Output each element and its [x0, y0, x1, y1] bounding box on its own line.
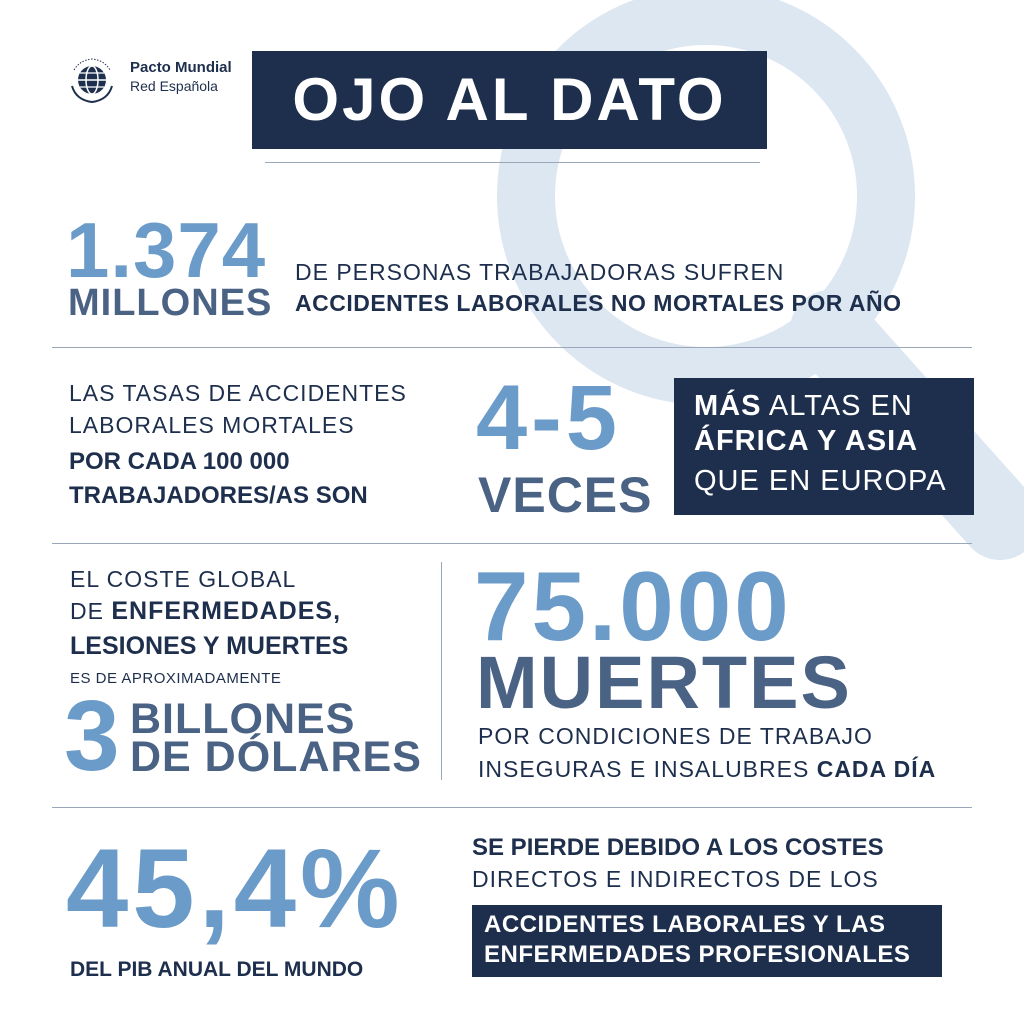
- stat5-text-line1: SE PIERDE DEBIDO A LOS COSTES: [472, 834, 884, 861]
- stat4-number: 75.000: [474, 551, 792, 661]
- stat3-line2-bold: ENFERMEDADES,: [111, 597, 342, 625]
- stat1-text-line2: ACCIDENTES LABORALES NO MORTALES POR AÑO: [295, 290, 902, 316]
- stat2-number: 4-5: [476, 367, 621, 469]
- stat2-text-line1: LAS TASAS DE ACCIDENTES: [69, 380, 407, 406]
- globe-icon: [66, 56, 122, 106]
- stat4-line2-pre: INSEGURAS E INSALUBRES: [478, 756, 817, 782]
- stat5-text-line2: DIRECTOS E INDIRECTOS DE LOS: [472, 866, 879, 892]
- stat2-text-line4: TRABAJADORES/AS SON: [69, 482, 368, 509]
- section-divider-1: [52, 347, 972, 348]
- stat2-text-line2: LABORALES MORTALES: [69, 412, 355, 438]
- stat5-box-line1: ACCIDENTES LABORALES Y LAS: [484, 911, 886, 938]
- stat4-unit: MUERTES: [476, 641, 852, 724]
- stat3-unit-line2: DE DÓLARES: [130, 733, 422, 781]
- stat2-box-line3: QUE EN EUROPA: [694, 465, 947, 497]
- stat4-text-line1: POR CONDICIONES DE TRABAJO: [478, 723, 873, 749]
- header-divider: [265, 162, 760, 163]
- stat4-line2-bold: CADA DÍA: [816, 756, 937, 782]
- stat1-number: 1.374: [66, 206, 267, 294]
- stat2-box-line1: [694, 390, 913, 423]
- logo-name: Pacto Mundial: [130, 59, 232, 76]
- stat3-line2-pre: DE: [70, 598, 112, 624]
- stat3-text-line2: [70, 597, 341, 626]
- stat1-unit: MILLONES: [68, 282, 273, 324]
- stat3-text-line3: LESIONES Y MUERTES: [70, 632, 349, 660]
- stat2-box-line2: ÁFRICA Y ASIA: [694, 425, 919, 457]
- stat2-unit: VECES: [478, 467, 653, 523]
- stat5-number: 45,4%: [66, 826, 404, 951]
- stat5-box-line2: ENFERMEDADES PROFESIONALES: [484, 941, 911, 968]
- vertical-divider: [441, 562, 442, 780]
- section-divider-3: [52, 807, 972, 808]
- stat3-unit-line1: BILLONES: [130, 695, 356, 743]
- stat2-box-rest: ALTAS EN: [761, 390, 913, 422]
- page-title: OJO AL DATO: [292, 66, 727, 133]
- stat1-text-line1: DE PERSONAS TRABAJADORAS SUFREN: [295, 259, 785, 285]
- stat3-text-line1: EL COSTE GLOBAL: [70, 566, 297, 592]
- section-divider-2: [52, 543, 972, 544]
- stat3-text-line4: ES DE APROXIMADAMENTE: [70, 670, 282, 687]
- logo-subtitle: Red Española: [130, 78, 218, 94]
- stat2-box-bold: MÁS: [694, 390, 762, 422]
- stat3-big-digit: 3: [64, 680, 120, 792]
- stat2-text-line3: POR CADA 100 000: [69, 448, 290, 475]
- stat5-unit: DEL PIB ANUAL DEL MUNDO: [70, 958, 364, 981]
- stat4-text-line2: [478, 756, 936, 783]
